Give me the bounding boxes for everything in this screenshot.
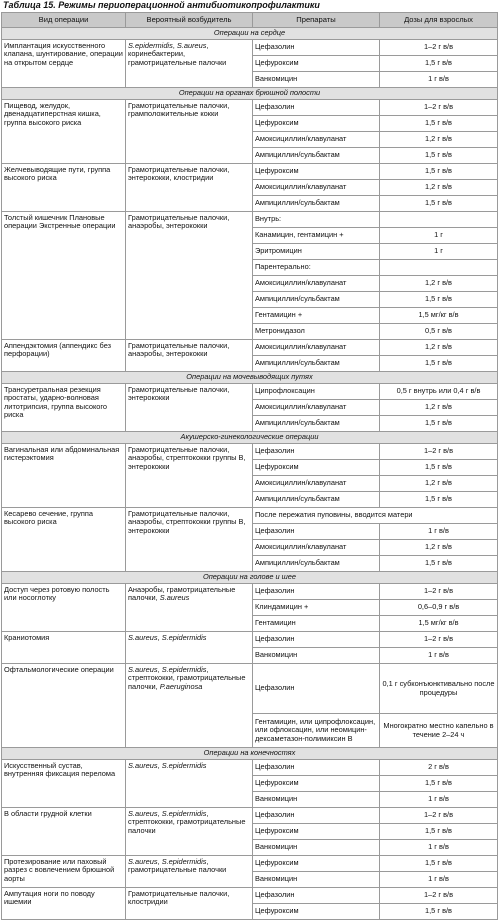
dose-cell: 1 г в/в bbox=[380, 792, 498, 808]
drug-cell: Цефуроксим bbox=[253, 56, 380, 72]
pathogen-cell: S.aureus, S.epidermidis, стрептококки, грамотрицательные палочки bbox=[126, 808, 253, 856]
table-row bbox=[2, 856, 498, 872]
pathogen-cell: Грамотрицательные палочки, клостридии bbox=[126, 888, 253, 920]
drug-cell: Ампициллин/сульбактам bbox=[253, 492, 380, 508]
header-pathogen: Вероятный возбудитель bbox=[126, 13, 253, 28]
operation-cell: Офтальмологические операции bbox=[2, 664, 126, 748]
section-row bbox=[2, 748, 498, 760]
table-row bbox=[2, 444, 498, 460]
dose-cell: 1,5 г в/в bbox=[380, 904, 498, 920]
dose-cell: 1–2 г в/в bbox=[380, 584, 498, 600]
pathogen-cell: Грамотрицательные палочки, анаэробы, стрептококки группы B, энтерококки bbox=[126, 508, 253, 572]
drug-cell: Ванкомицин bbox=[253, 792, 380, 808]
drug-cell: Клиндамицин + bbox=[253, 600, 380, 616]
operation-cell: Имплантация искусственного клапана, шунтирование, операции на открытом сердце bbox=[2, 40, 126, 88]
drug-cell: Амоксициллин/клавуланат bbox=[253, 400, 380, 416]
drug-cell: Цефазолин bbox=[253, 664, 380, 714]
pathogen-cell: S.aureus, S.epidermidis bbox=[126, 760, 253, 808]
antibiotic-prophylaxis-table bbox=[1, 12, 498, 920]
section-title: Операции на органах брюшной полости bbox=[2, 88, 498, 100]
drug-cell: Цефазолин bbox=[253, 584, 380, 600]
dose-cell: 0,5 г внутрь или 0,4 г в/в bbox=[380, 384, 498, 400]
drug-cell: Цефазолин bbox=[253, 760, 380, 776]
drug-cell: Ампициллин/сульбактам bbox=[253, 148, 380, 164]
drug-cell: Гентамицин, или ципрофлоксацин, или офлоксацин, или неомицин-дексаметазон-полимиксин B bbox=[253, 714, 380, 748]
section-row bbox=[2, 28, 498, 40]
drug-cell: Амоксициллин/клавуланат bbox=[253, 132, 380, 148]
section-title: Операции на сердце bbox=[2, 28, 498, 40]
operation-cell: Желчевыводящие пути, группа высокого риска bbox=[2, 164, 126, 212]
dose-cell: 1,2 г в/в bbox=[380, 540, 498, 556]
organism-name: S.aureus bbox=[128, 761, 158, 770]
drug-cell: Цефазолин bbox=[253, 40, 380, 56]
dose-cell: 1,5 г в/в bbox=[380, 164, 498, 180]
dose-cell: 1,5 г в/в bbox=[380, 776, 498, 792]
dose-cell: 2 г в/в bbox=[380, 760, 498, 776]
drug-cell: Ванкомицин bbox=[253, 72, 380, 88]
operation-cell: Протезирование или паховый разрез с вовлечением брюшной аорты bbox=[2, 856, 126, 888]
table-row bbox=[2, 100, 498, 116]
header-doses: Дозы для взрослых bbox=[380, 13, 498, 28]
dose-cell: 1,5 г в/в bbox=[380, 56, 498, 72]
dose-cell: 1,2 г в/в bbox=[380, 276, 498, 292]
dose-cell bbox=[380, 212, 498, 228]
section-title: Операции на мочевыводящих путях bbox=[2, 372, 498, 384]
pathogen-cell: Грамотрицательные палочки, анаэробы, энтерококки bbox=[126, 340, 253, 372]
dose-cell: 0,6–0,9 г в/в bbox=[380, 600, 498, 616]
drug-cell: Цефуроксим bbox=[253, 460, 380, 476]
drug-cell: Амоксициллин/клавуланат bbox=[253, 540, 380, 556]
drug-cell: Внутрь: bbox=[253, 212, 380, 228]
table-row bbox=[2, 888, 498, 904]
pathogen-cell: S.epidermidis, S.aureus, коринебактерии, грамотрицательные палочки bbox=[126, 40, 253, 88]
organism-name: S.epidermidis bbox=[161, 665, 207, 674]
pathogen-cell: S.aureus, S.epidermidis, стрептококки, грамотрицательные палочки, P.aeruginosa bbox=[126, 664, 253, 748]
header-row bbox=[2, 13, 498, 28]
table-body bbox=[2, 28, 498, 920]
organism-name: S.epidermidis bbox=[128, 41, 173, 50]
dose-cell bbox=[380, 260, 498, 276]
drug-cell: После пережатия пуповины, вводится матери bbox=[253, 508, 498, 524]
organism-name: S.epidermidis bbox=[161, 857, 207, 866]
drug-cell: Амоксициллин/клавуланат bbox=[253, 180, 380, 196]
section-title: Операции на голове и шее bbox=[2, 572, 498, 584]
dose-cell: 1,5 г в/в bbox=[380, 196, 498, 212]
drug-cell: Цефуроксим bbox=[253, 904, 380, 920]
dose-cell: 1–2 г в/в bbox=[380, 888, 498, 904]
dose-cell: 1 г в/в bbox=[380, 72, 498, 88]
drug-cell: Ампициллин/сульбактам bbox=[253, 416, 380, 432]
drug-cell: Амоксициллин/клавуланат bbox=[253, 476, 380, 492]
table-row bbox=[2, 384, 498, 400]
table-row bbox=[2, 584, 498, 600]
operation-cell: Вагинальная или абдоминальная гистерэктомия bbox=[2, 444, 126, 508]
dose-cell: 1 г в/в bbox=[380, 840, 498, 856]
section-row bbox=[2, 432, 498, 444]
organism-name: S.aureus bbox=[128, 857, 158, 866]
table-row bbox=[2, 164, 498, 180]
dose-cell: 1,5 г в/в bbox=[380, 116, 498, 132]
drug-cell: Цефуроксим bbox=[253, 164, 380, 180]
organism-name: S.aureus bbox=[128, 665, 158, 674]
dose-cell: 1 г в/в bbox=[380, 524, 498, 540]
dose-cell: 1,5 г в/в bbox=[380, 856, 498, 872]
drug-cell: Цефуроксим bbox=[253, 776, 380, 792]
section-row bbox=[2, 88, 498, 100]
dose-cell: 1–2 г в/в bbox=[380, 808, 498, 824]
pathogen-cell: S.aureus, S.epidermidis, грамотрицательные палочки bbox=[126, 856, 253, 888]
operation-cell: Трансуретральная резекция простаты, ударно-волновая литотрипсия, группа высокого риска bbox=[2, 384, 126, 432]
organism-name: P.aeruginosa bbox=[159, 681, 203, 691]
pathogen-cell: Грамотрицательные палочки, энтерококки bbox=[126, 384, 253, 432]
operation-cell: В области грудной клетки bbox=[2, 808, 126, 856]
dose-cell: 1 г bbox=[380, 228, 498, 244]
drug-cell: Метронидазол bbox=[253, 324, 380, 340]
drug-cell: Цефазолин bbox=[253, 888, 380, 904]
drug-cell: Цефазолин bbox=[253, 524, 380, 540]
drug-cell: Ванкомицин bbox=[253, 648, 380, 664]
drug-cell: Цефуроксим bbox=[253, 856, 380, 872]
drug-cell: Амоксициллин/клавуланат bbox=[253, 340, 380, 356]
operation-cell: Кесарево сечение, группа высокого риска bbox=[2, 508, 126, 572]
dose-cell: 1–2 г в/в bbox=[380, 40, 498, 56]
table-title: Таблица 15. Режимы периоперационной антибиотикопрофилактики bbox=[3, 0, 320, 10]
operation-cell: Аппендэктомия (аппендикс без перфорации) bbox=[2, 340, 126, 372]
dose-cell: 1 г в/в bbox=[380, 648, 498, 664]
pathogen-cell: Анаэробы, грамотрицательные палочки, S.aureus bbox=[126, 584, 253, 632]
drug-cell: Цефазолин bbox=[253, 632, 380, 648]
organism-name: S.aureus bbox=[176, 41, 207, 50]
drug-cell: Ванкомицин bbox=[253, 872, 380, 888]
dose-cell: 1,2 г в/в bbox=[380, 476, 498, 492]
organism-name: S.epidermidis bbox=[161, 761, 207, 770]
drug-cell: Ампициллин/сульбактам bbox=[253, 292, 380, 308]
dose-cell: 1,5 г в/в bbox=[380, 492, 498, 508]
drug-cell: Парентерально: bbox=[253, 260, 380, 276]
dose-cell: Многократно местно капельно в течение 2–24 ч bbox=[380, 714, 498, 748]
dose-cell: 1,5 г в/в bbox=[380, 460, 498, 476]
organism-name: S.aureus bbox=[159, 593, 190, 603]
dose-cell: 0,1 г субконъюнктивально после процедуры bbox=[380, 664, 498, 714]
dose-cell: 1,5 г в/в bbox=[380, 556, 498, 572]
table-row bbox=[2, 760, 498, 776]
dose-cell: 1,5 г в/в bbox=[380, 356, 498, 372]
header-operation: Вид операции bbox=[2, 13, 126, 28]
drug-cell: Цефазолин bbox=[253, 808, 380, 824]
dose-cell: 1,5 г в/в bbox=[380, 824, 498, 840]
drug-cell: Эритромицин bbox=[253, 244, 380, 260]
drug-cell: Цефуроксим bbox=[253, 116, 380, 132]
drug-cell: Гентамицин + bbox=[253, 308, 380, 324]
section-row bbox=[2, 372, 498, 384]
dose-cell: 1–2 г в/в bbox=[380, 100, 498, 116]
dose-cell: 1,5 мг/кг в/в bbox=[380, 308, 498, 324]
organism-name: S.epidermidis bbox=[161, 633, 207, 642]
drug-cell: Ванкомицин bbox=[253, 840, 380, 856]
drug-cell: Цефуроксим bbox=[253, 824, 380, 840]
drug-cell: Канамицин, гентамицин + bbox=[253, 228, 380, 244]
drug-cell: Цефазолин bbox=[253, 100, 380, 116]
table-row bbox=[2, 340, 498, 356]
pathogen-cell: Грамотрицательные палочки, энтерококки, клостридии bbox=[126, 164, 253, 212]
drug-cell: Ципрофлоксацин bbox=[253, 384, 380, 400]
dose-cell: 1,5 г в/в bbox=[380, 292, 498, 308]
dose-cell: 1–2 г в/в bbox=[380, 632, 498, 648]
organism-name: S.aureus bbox=[128, 633, 158, 642]
drug-cell: Цефазолин bbox=[253, 444, 380, 460]
table-row bbox=[2, 508, 498, 524]
pathogen-cell: Грамотрицательные палочки, анаэробы, стрептококки группы B, энтерококки bbox=[126, 444, 253, 508]
operation-cell: Пищевод, желудок, двенадцатиперстная кишка, группа высокого риска bbox=[2, 100, 126, 164]
dose-cell: 1 г bbox=[380, 244, 498, 260]
dose-cell: 1,2 г в/в bbox=[380, 340, 498, 356]
dose-cell: 1,5 г в/в bbox=[380, 148, 498, 164]
dose-cell: 1,2 г в/в bbox=[380, 400, 498, 416]
table-row bbox=[2, 40, 498, 56]
drug-cell: Ампициллин/сульбактам bbox=[253, 196, 380, 212]
drug-cell: Амоксициллин/клавуланат bbox=[253, 276, 380, 292]
section-title: Акушерско-гинекологические операции bbox=[2, 432, 498, 444]
section-row bbox=[2, 572, 498, 584]
drug-cell: Ампициллин/сульбактам bbox=[253, 556, 380, 572]
operation-cell: Ампутация ноги по поводу ишемии bbox=[2, 888, 126, 920]
table-row bbox=[2, 632, 498, 648]
organism-name: S.aureus bbox=[128, 809, 158, 818]
operation-cell: Краниотомия bbox=[2, 632, 126, 664]
header-drugs: Препараты bbox=[253, 13, 380, 28]
operation-cell: Толстый кишечник Плановые операции Экстренные операции bbox=[2, 212, 126, 340]
section-title: Операции на конечностях bbox=[2, 748, 498, 760]
dose-cell: 1,2 г в/в bbox=[380, 132, 498, 148]
pathogen-cell: S.aureus, S.epidermidis bbox=[126, 632, 253, 664]
dose-cell: 1,2 г в/в bbox=[380, 180, 498, 196]
dose-cell: 1–2 г в/в bbox=[380, 444, 498, 460]
drug-cell: Ампициллин/сульбактам bbox=[253, 356, 380, 372]
operation-cell: Искусственный сустав, внутренняя фиксация перелома bbox=[2, 760, 126, 808]
pathogen-cell: Грамотрицательные палочки, анаэробы, энтерококки bbox=[126, 212, 253, 340]
organism-name: S.epidermidis bbox=[161, 809, 207, 818]
drug-cell: Гентамицин bbox=[253, 616, 380, 632]
table-row bbox=[2, 664, 498, 714]
dose-cell: 0,5 г в/в bbox=[380, 324, 498, 340]
table-row bbox=[2, 212, 498, 228]
dose-cell: 1,5 мг/кг в/в bbox=[380, 616, 498, 632]
operation-cell: Доступ через ротовую полость или носоглотку bbox=[2, 584, 126, 632]
dose-cell: 1,5 г в/в bbox=[380, 416, 498, 432]
pathogen-cell: Грамотрицательные палочки, грамположительные кокки bbox=[126, 100, 253, 164]
dose-cell: 1 г в/в bbox=[380, 872, 498, 888]
